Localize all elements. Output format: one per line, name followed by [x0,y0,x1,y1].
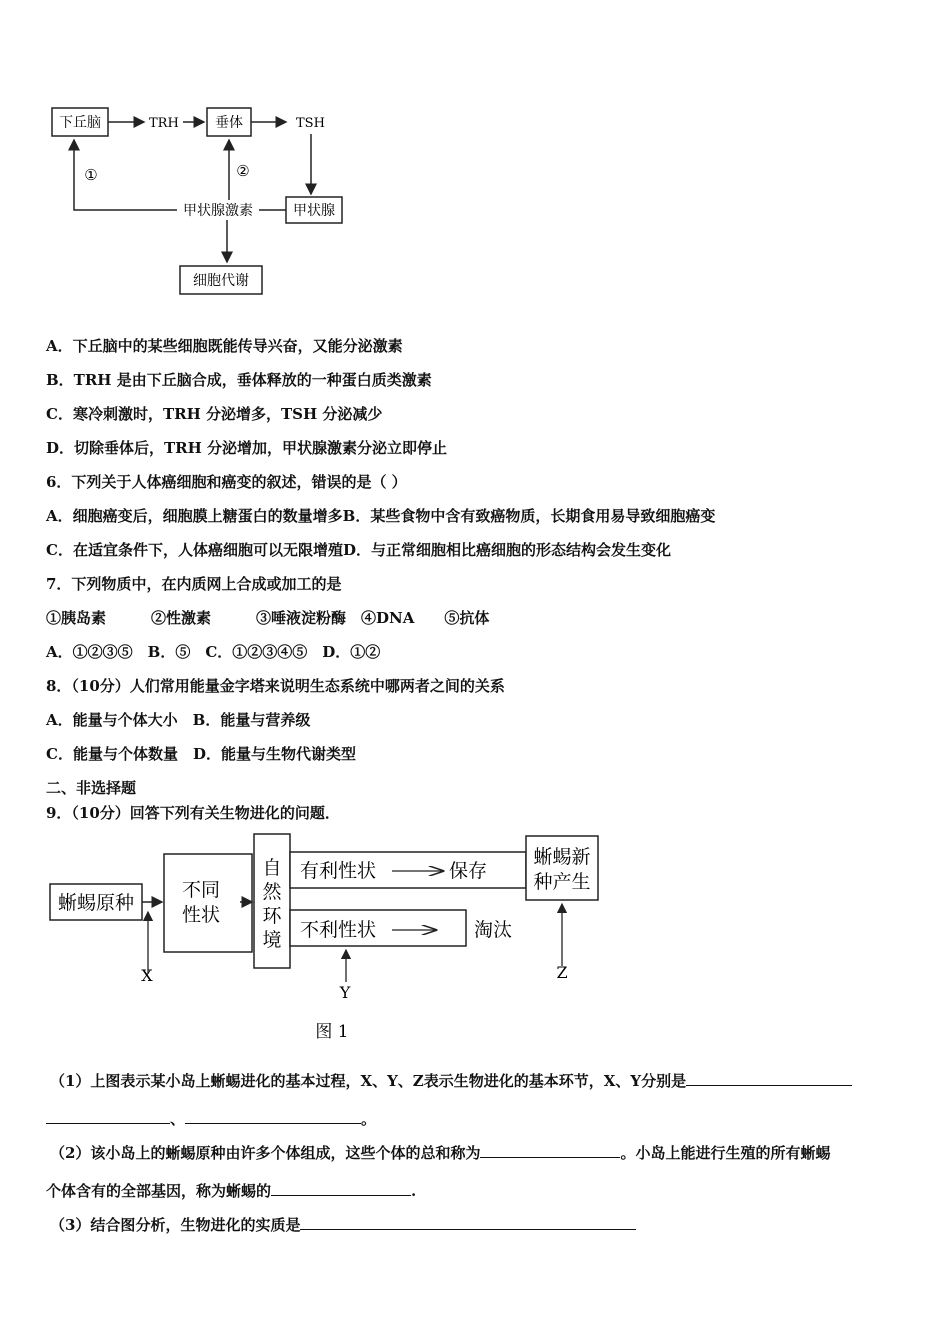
q8-options-cd: C．能量与个体数量 D．能量与生物代谢类型 [46,745,356,763]
favorable-traits-label: 有利性状 [300,860,377,882]
q9-sub2-end: . [411,1182,417,1200]
q9-sub1-cont [46,1108,376,1129]
hormone-regulation-diagram [46,96,366,306]
trh-label: TRH [149,116,179,131]
thyroid-label: 甲状腺 [293,203,335,219]
q5-option-c: C．寒冷刺激时，TRH 分泌增多，TSH 分泌减少 [46,405,383,423]
answer-blank-y[interactable] [185,1108,361,1124]
label-x: X [141,966,153,985]
unfavorable-traits-label: 不利性状 [300,919,377,941]
different-traits-line2: 性状 [181,904,221,926]
feedback-mark-1: ① [84,166,98,184]
preserve-label: 保存 [449,860,488,882]
cell-metabolism-label: 细胞代谢 [193,273,249,289]
answer-blank-essence[interactable] [300,1214,636,1230]
q9-sub3-text: （3）结合图分析，生物进化的实质是 [50,1216,301,1234]
q9-sub3 [50,1214,636,1235]
tsh-label: TSH [296,116,325,131]
label-z: Z [556,963,568,982]
q7-stem: 7．下列物质中，在内质网上合成或加工的是 [46,575,342,593]
q7-items: ①胰岛素 ②性激素 ③唾液淀粉酶 ④DNA ⑤抗体 [46,609,490,627]
q9-stem: 9．（10分）回答下列有关生物进化的问题． [46,804,340,822]
answer-blank-x-cont[interactable] [46,1108,170,1124]
environment-char-3: 环 [262,905,282,927]
q7-options: A．①②③⑤ B．⑤ C．①②③④⑤ D．①② [46,643,381,661]
q9-sub1-sep: 、 [170,1110,186,1128]
evolution-diagram [46,832,616,1044]
eliminate-label: 淘汰 [474,919,513,941]
q9-sub2-mid: 。小岛上能进行生殖的所有蜥蜴 [620,1144,831,1162]
q9-sub1-text: （1）上图表示某小岛上蜥蜴进化的基本过程，X、Y、Z表示生物进化的基本环节，X、Y分别是 [50,1072,687,1090]
q9-sub1-end: 。 [361,1110,377,1128]
answer-blank-population[interactable] [480,1142,620,1158]
q9-sub1 [50,1070,852,1091]
feedback-mark-2: ② [236,162,250,180]
environment-char-2: 然 [262,881,282,903]
environment-char-1: 自 [262,857,282,879]
q9-sub2-text: （2）该小岛上的蜥蜴原种由许多个体组成，这些个体的总和称为 [50,1144,481,1162]
different-traits-line1: 不同 [181,879,221,901]
q8-options-ab: A．能量与个体大小 B．能量与营养级 [46,711,311,729]
evolution-svg [46,832,616,1044]
new-species-line1: 蜥蜴新 [533,846,591,868]
environment-char-4: 境 [262,929,282,951]
q5-option-b: B．TRH 是由下丘脑合成，垂体释放的一种蛋白质类激素 [46,371,432,389]
different-traits-box [164,854,252,952]
q6-options-cd: C．在适宜条件下，人体癌细胞可以无限增殖D．与正常细胞相比癌细胞的形态结构会发生变化 [46,541,671,559]
q5-option-a: A．下丘脑中的某些细胞既能传导兴奋，又能分泌激素 [46,337,403,355]
q5-option-d: D．切除垂体后，TRH 分泌增加，甲状腺激素分泌立即停止 [46,439,448,457]
pituitary-label: 垂体 [215,115,243,131]
hormone-regulation-svg [46,96,366,306]
q9-sub2-cont [46,1180,416,1201]
q8-stem: 8．（10分）人们常用能量金字塔来说明生态系统中哪两者之间的关系 [46,677,505,695]
figure1-caption: 图 1 [315,1022,349,1042]
answer-blank-gene-pool[interactable] [271,1180,411,1196]
new-species-line2: 种产生 [533,871,591,893]
ancestor-label: 蜥蜴原种 [57,892,135,914]
hypothalamus-label: 下丘脑 [59,115,101,131]
q6-stem: 6．下列关于人体癌细胞和癌变的叙述，错误的是（ ） [46,473,407,491]
q9-sub2 [50,1142,830,1163]
answer-blank-x[interactable] [686,1070,852,1086]
q6-options-ab: A．细胞癌变后，细胞膜上糖蛋白的数量增多B．某些食物中含有致癌物质，长期食用易导致细胞癌变 [46,507,716,525]
q9-sub2-line2: 个体含有的全部基因，称为蜥蜴的 [46,1182,272,1200]
thyroid-hormone-label: 甲状腺激素 [183,203,253,219]
section-heading: 二、非选择题 [46,779,137,797]
label-y: Y [339,983,351,1002]
